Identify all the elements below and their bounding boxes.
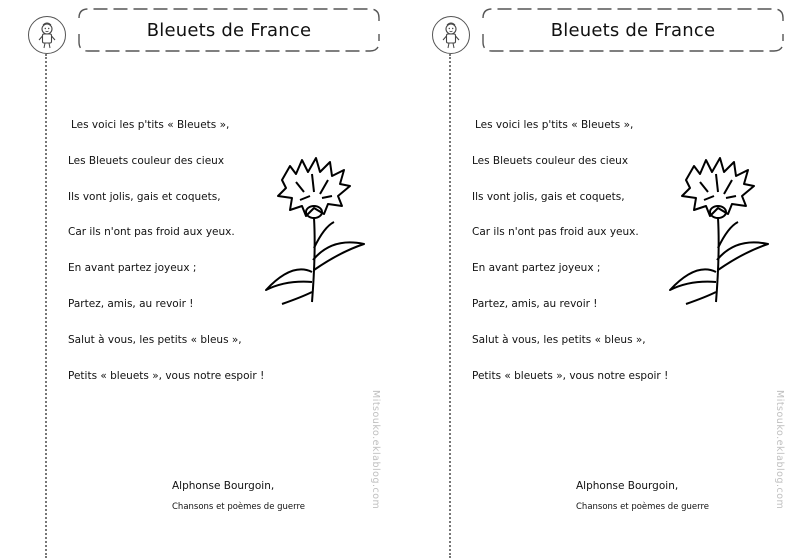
author-name: Alphonse Bourgoin,	[576, 480, 679, 492]
title-frame	[482, 8, 784, 46]
source-title: Chansons et poèmes de guerre	[172, 502, 306, 512]
poem-line: Car ils n'ont pas froid aux yeux.	[472, 226, 639, 239]
poem-line: Petits « bleuets », vous notre espoir !	[472, 369, 669, 382]
source-title: Chansons et poèmes de guerre	[576, 502, 710, 512]
dotted-margin-line	[45, 54, 47, 558]
poem-line: Ils vont jolis, gais et coquets,	[68, 190, 221, 203]
watermark-text: Mitsouko.eklablog.com	[774, 390, 785, 510]
poem-line: Car ils n'ont pas froid aux yeux.	[68, 226, 235, 239]
author-name: Alphonse Bourgoin,	[172, 480, 275, 492]
poem-line: Salut à vous, les petits « bleus »,	[472, 333, 646, 346]
poem-line: Partez, amis, au revoir !	[68, 297, 194, 310]
poem-text	[68, 118, 264, 404]
poem-text	[472, 118, 668, 404]
page-title: Bleuets de France	[550, 19, 716, 41]
poem-line: En avant partez joyeux ;	[472, 262, 601, 275]
poem-line: Ils vont jolis, gais et coquets,	[472, 190, 625, 203]
poem-line: Les Bleuets couleur des cieux	[472, 154, 629, 167]
cornflower-illustration	[656, 152, 776, 312]
child-doodle-icon	[432, 16, 470, 54]
dotted-margin-line	[449, 54, 451, 558]
page-title: Bleuets de France	[146, 19, 312, 41]
poem-line: Les voici les p'tits « Bleuets »,	[71, 119, 230, 131]
watermark-text: Mitsouko.eklablog.com	[370, 390, 381, 510]
poem-line: Salut à vous, les petits « bleus »,	[68, 333, 242, 346]
poem-line: Petits « bleuets », vous notre espoir !	[68, 369, 265, 382]
cornflower-illustration	[252, 152, 372, 312]
poem-line: En avant partez joyeux ;	[68, 262, 197, 275]
title-frame	[78, 8, 380, 46]
child-doodle-icon	[28, 16, 66, 54]
poem-card-right	[404, 0, 800, 558]
poem-line: Les Bleuets couleur des cieux	[68, 154, 225, 167]
poem-line: Partez, amis, au revoir !	[472, 297, 598, 310]
poem-line: Les voici les p'tits « Bleuets »,	[475, 119, 634, 131]
